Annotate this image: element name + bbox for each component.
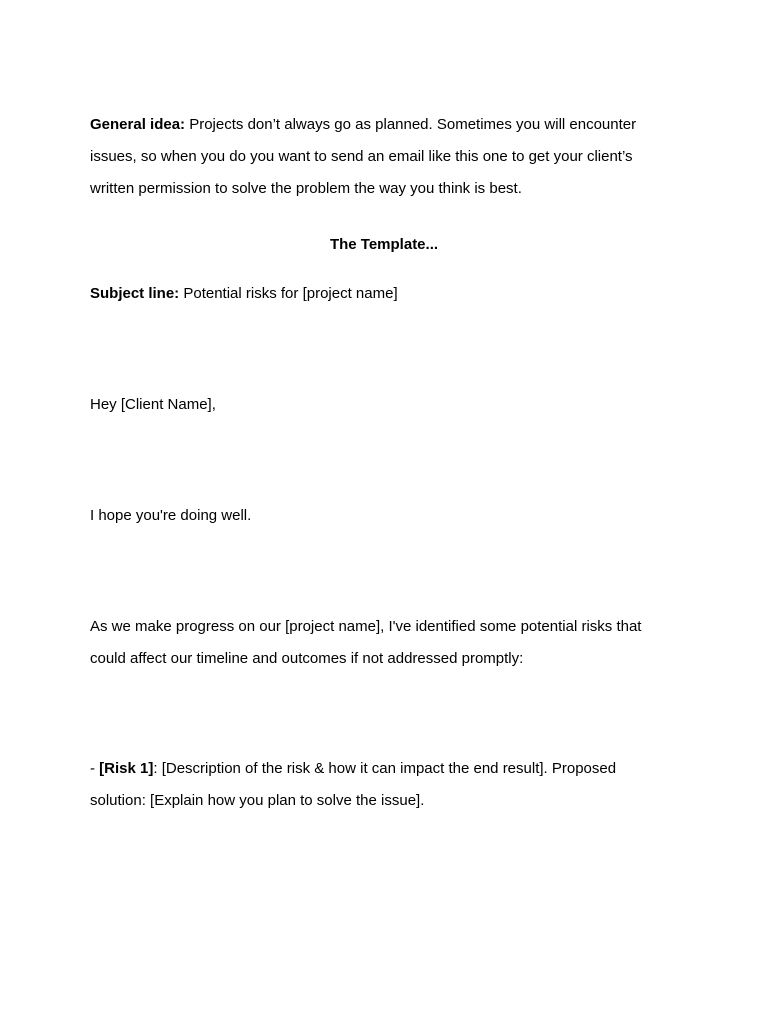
risk-label: [Risk 1]	[99, 760, 154, 777]
template-heading: The Template...	[329, 236, 439, 253]
general-idea-paragraph	[90, 109, 670, 205]
subject-line-text: Potential risks for [project name]	[179, 285, 398, 302]
subject-line-paragraph	[90, 278, 670, 310]
risk-prefix: -	[90, 760, 100, 777]
subject-line-label: Subject line:	[90, 285, 180, 302]
greeting-paragraph: Hey [Client Name],	[90, 396, 216, 413]
progress-paragraph: As we make progress on our [project name], I've identified some potential risks that could affect our timeline and outcomes if not addressed promptly:	[90, 618, 642, 667]
risk-paragraph	[90, 753, 670, 817]
general-idea-label: General idea:	[90, 116, 186, 133]
wellbeing-paragraph: I hope you're doing well.	[90, 507, 252, 524]
risk-text: : [Description of the risk & how it can impact the end result]. Proposed solution: [Explain how you plan to solve the issue].	[90, 760, 617, 809]
general-idea-text: Projects don’t always go as planned. Sometimes you will encounter issues, so when you do you want to send an email like this one to get your client’s written permission to solve the problem the way you think is best.	[90, 116, 637, 197]
